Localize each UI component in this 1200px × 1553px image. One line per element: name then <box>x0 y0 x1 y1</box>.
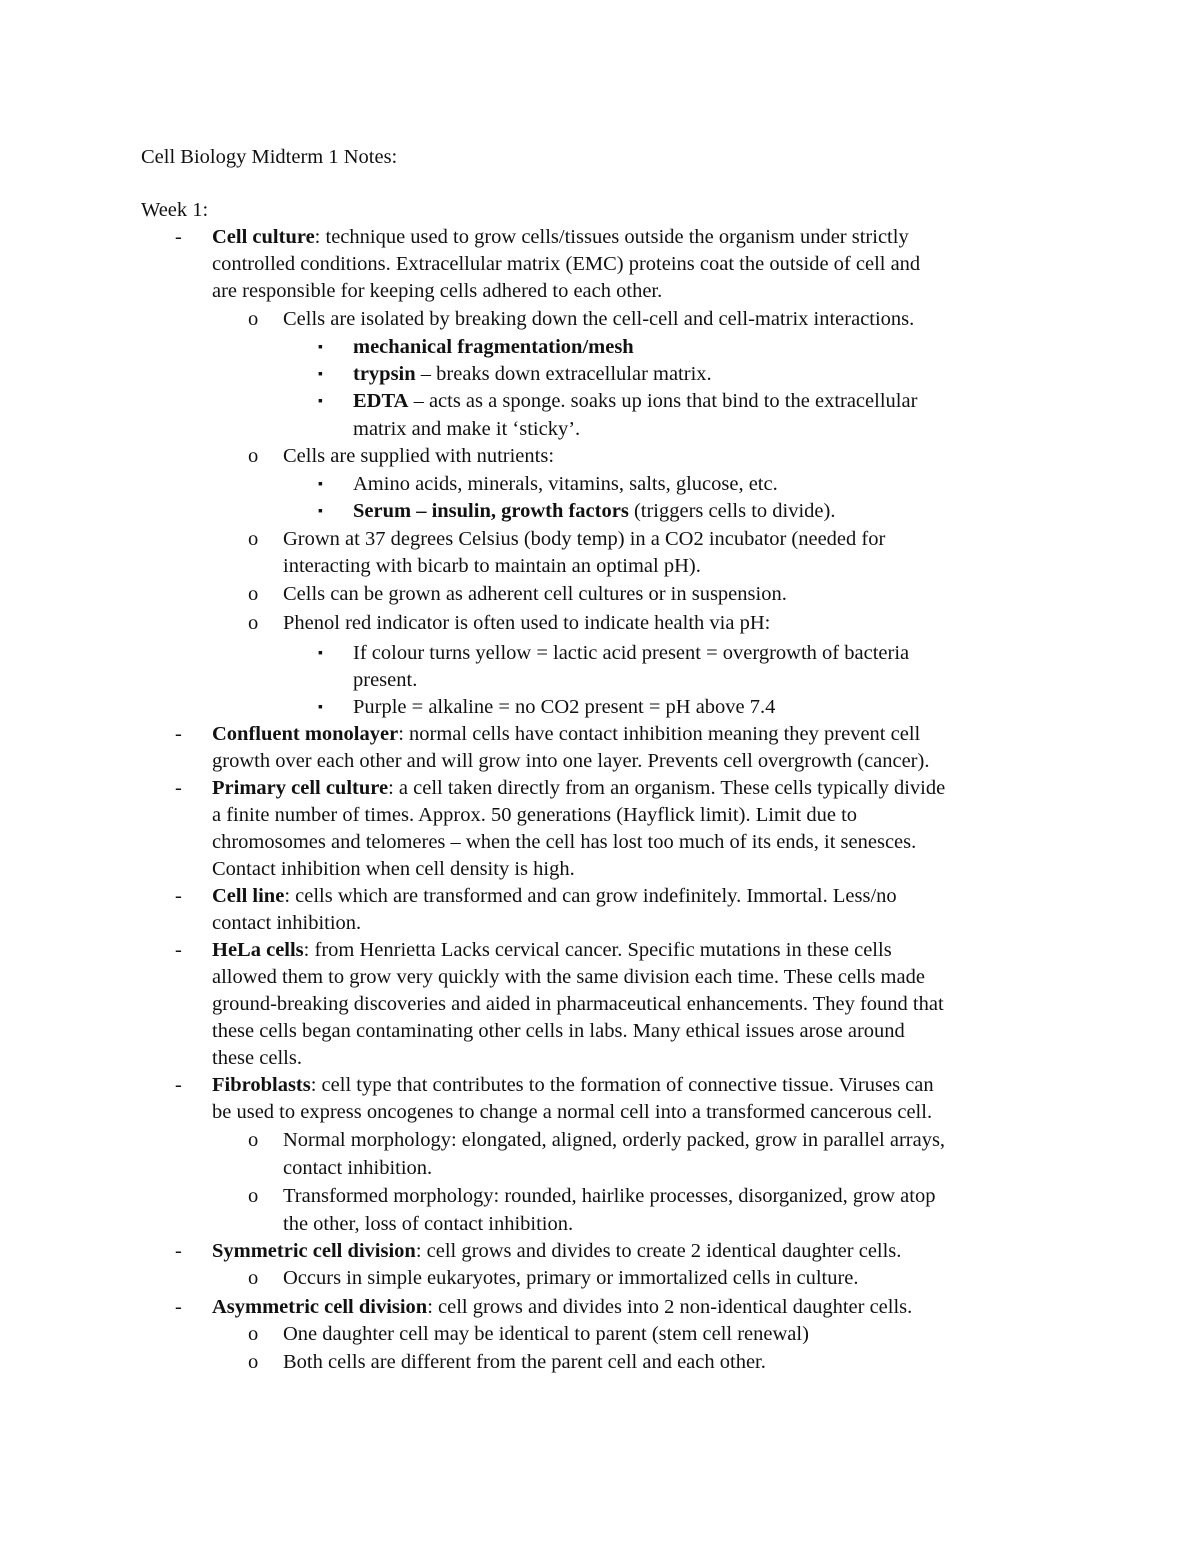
term-edta: EDTA <box>353 390 409 412</box>
term-asymmetric: Asymmetric cell division <box>212 1296 428 1318</box>
list-item-symmetric <box>212 1238 901 1265</box>
cell-culture-desc-3: are responsible for keeping cells adhered to each other. <box>212 280 663 302</box>
square-bullet: ▪ <box>318 477 323 492</box>
sub-sub-item-yellow-2: present. <box>353 669 418 691</box>
sub-item-grown-2: interacting with bicarb to maintain an optimal pH). <box>283 555 701 577</box>
list-item-primary <box>212 775 945 802</box>
circle-bullet: o <box>248 612 259 634</box>
dash-bullet: - <box>175 226 182 248</box>
hela-desc-1: : from Henrietta Lacks cervical cancer. Specific mutations in these cells <box>303 939 892 961</box>
sub-sub-item-purple: Purple = alkaline = no CO2 present = pH above 7.4 <box>353 696 776 718</box>
fibroblasts-desc-2: be used to express oncogenes to change a normal cell into a transformed cancerous cell. <box>212 1101 933 1123</box>
dash-bullet: - <box>175 939 182 961</box>
circle-bullet: o <box>248 1129 259 1151</box>
sub-item-adherent: Cells can be grown as adherent cell cultures or in suspension. <box>283 583 787 605</box>
circle-bullet: o <box>248 1267 259 1289</box>
sub-sub-item-yellow-1: If colour turns yellow = lactic acid present = overgrowth of bacteria <box>353 642 910 664</box>
sub-sub-item-amino: Amino acids, minerals, vitamins, salts, glucose, etc. <box>353 473 778 495</box>
sub-item-isolation: Cells are isolated by breaking down the cell-cell and cell-matrix interactions. <box>283 308 915 330</box>
week-heading: Week 1: <box>141 199 209 221</box>
circle-bullet: o <box>248 1323 259 1345</box>
sub-sub-item-edta <box>353 388 917 415</box>
term-trypsin: trypsin <box>353 363 416 385</box>
edta-desc-1: – acts as a sponge. soaks up ions that bind to the extracellular <box>408 390 918 412</box>
circle-bullet: o <box>248 445 259 467</box>
list-item-fibroblasts <box>212 1072 934 1099</box>
sub-item-nutrients: Cells are supplied with nutrients: <box>283 445 555 467</box>
asymmetric-desc: : cell grows and divides into 2 non-identical daughter cells. <box>427 1296 913 1318</box>
sub-item-normal-1: Normal morphology: elongated, aligned, orderly packed, grow in parallel arrays, <box>283 1129 946 1151</box>
term-fibroblasts: Fibroblasts <box>212 1074 311 1096</box>
sub-sub-item-mechanical <box>353 334 634 361</box>
confluent-desc-1: : normal cells have contact inhibition meaning they prevent cell <box>398 723 921 745</box>
hela-desc-5: these cells. <box>212 1047 302 1069</box>
list-item-cell-line <box>212 883 897 910</box>
dash-bullet: - <box>175 1240 182 1262</box>
dash-bullet: - <box>175 1296 182 1318</box>
primary-desc-2: a finite number of times. Approx. 50 generations (Hayflick limit). Limit due to <box>212 804 858 826</box>
sub-item-normal-2: contact inhibition. <box>283 1157 433 1179</box>
square-bullet: ▪ <box>318 646 323 661</box>
sub-item-grown-1: Grown at 37 degrees Celsius (body temp) in a CO2 incubator (needed for <box>283 528 886 550</box>
term-hela: HeLa cells <box>212 939 304 961</box>
serum-desc: (triggers cells to divide). <box>628 500 836 522</box>
trypsin-desc: – breaks down extracellular matrix. <box>415 363 712 385</box>
list-item-confluent <box>212 721 920 748</box>
cell-line-desc-2: contact inhibition. <box>212 912 362 934</box>
list-item-hela <box>212 937 892 964</box>
sub-item-phenol: Phenol red indicator is often used to indicate health via pH: <box>283 612 771 634</box>
list-item-cell-culture <box>212 224 909 251</box>
symmetric-desc: : cell grows and divides to create 2 identical daughter cells. <box>415 1240 902 1262</box>
hela-desc-2: allowed them to grow very quickly with the same division each time. These cells made <box>212 966 925 988</box>
cell-culture-desc-1: : technique used to grow cells/tissues outside the organism under strictly <box>314 226 909 248</box>
square-bullet: ▪ <box>318 700 323 715</box>
sub-item-transformed-2: the other, loss of contact inhibition. <box>283 1213 574 1235</box>
hela-desc-3: ground-breaking discoveries and aided in pharmaceutical enhancements. They found that <box>212 993 944 1015</box>
square-bullet: ▪ <box>318 367 323 382</box>
circle-bullet: o <box>248 583 259 605</box>
sub-sub-item-trypsin <box>353 361 712 388</box>
term-confluent: Confluent monolayer <box>212 723 399 745</box>
primary-desc-1: : a cell taken directly from an organism. These cells typically divide <box>388 777 946 799</box>
square-bullet: ▪ <box>318 340 323 355</box>
dash-bullet: - <box>175 777 182 799</box>
sub-item-symmetric: Occurs in simple eukaryotes, primary or immortalized cells in culture. <box>283 1267 859 1289</box>
primary-desc-4: Contact inhibition when cell density is high. <box>212 858 575 880</box>
edta-desc-2: matrix and make it ‘sticky’. <box>353 418 581 440</box>
sub-item-asymmetric-1: One daughter cell may be identical to parent (stem cell renewal) <box>283 1323 809 1345</box>
term-cell-line: Cell line <box>212 885 285 907</box>
dash-bullet: - <box>175 885 182 907</box>
circle-bullet: o <box>248 1185 259 1207</box>
square-bullet: ▪ <box>318 504 323 519</box>
confluent-desc-2: growth over each other and will grow into one layer. Prevents cell overgrowth (cancer). <box>212 750 930 772</box>
cell-culture-desc-2: controlled conditions. Extracellular matrix (EMC) proteins coat the outside of cell and <box>212 253 921 275</box>
primary-desc-3: chromosomes and telomeres – when the cell has lost too much of its ends, it senesces. <box>212 831 917 853</box>
circle-bullet: o <box>248 528 259 550</box>
cell-line-desc-1: : cells which are transformed and can grow indefinitely. Immortal. Less/no <box>284 885 897 907</box>
term-primary: Primary cell culture <box>212 777 389 799</box>
fibroblasts-desc-1: : cell type that contributes to the formation of connective tissue. Viruses can <box>310 1074 934 1096</box>
dash-bullet: - <box>175 723 182 745</box>
dash-bullet: - <box>175 1074 182 1096</box>
term-symmetric: Symmetric cell division <box>212 1240 416 1262</box>
sub-item-asymmetric-2: Both cells are different from the parent cell and each other. <box>283 1351 766 1373</box>
term-serum: Serum – insulin, growth factors <box>353 500 629 522</box>
square-bullet: ▪ <box>318 394 323 409</box>
list-item-asymmetric <box>212 1294 912 1321</box>
hela-desc-4: these cells began contaminating other cells in labs. Many ethical issues arose around <box>212 1020 905 1042</box>
term-mechanical: mechanical fragmentation/mesh <box>353 336 634 358</box>
sub-item-transformed-1: Transformed morphology: rounded, hairlike processes, disorganized, grow atop <box>283 1185 936 1207</box>
circle-bullet: o <box>248 1351 259 1373</box>
sub-sub-item-serum <box>353 498 835 525</box>
circle-bullet: o <box>248 308 259 330</box>
term-cell-culture: Cell culture <box>212 226 315 248</box>
document-title: Cell Biology Midterm 1 Notes: <box>141 146 398 168</box>
